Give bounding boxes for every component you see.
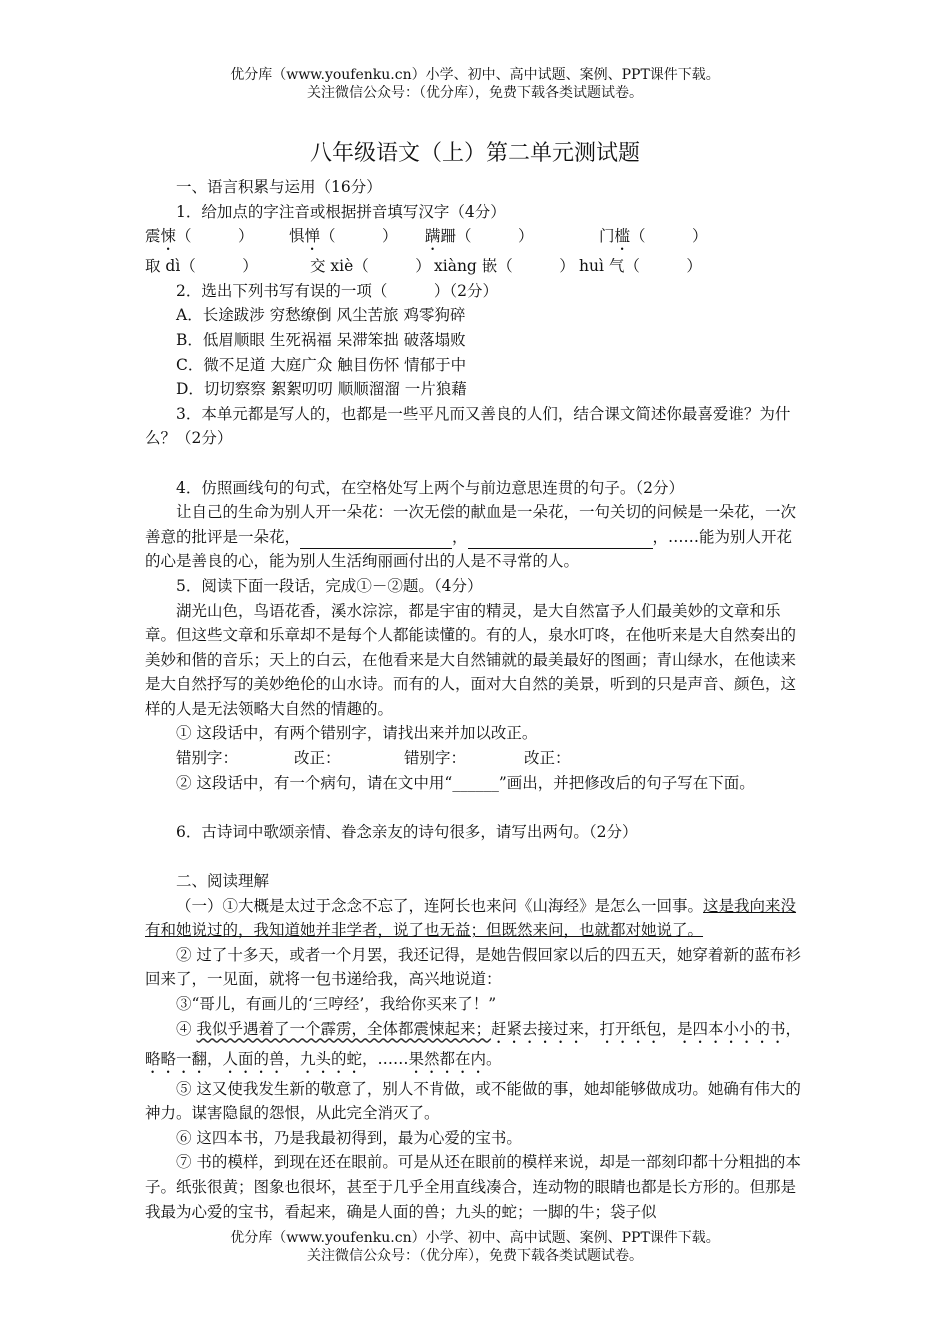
question-5: 5．阅读下面一段话，完成①－②题。（4分） (176, 576, 483, 595)
document-body (145, 175, 807, 1224)
q1-row-1 (145, 224, 807, 254)
question-5-sub-2: ② 这段话中，有一个病句，请在文中用“______”画出，并把修改后的句子写在下面。 (176, 773, 755, 792)
q1-item: xiàng 嵌（ ） (434, 257, 575, 276)
reading-para-7: ⑦ 书的模样，到现在还在眼前。可是从还在眼前的模样来说，却是一部刻印都十分粗拙的本子。纸张很黄；图象也很坏，甚至于几乎全用直线凑合，连动物的眼睛也都是长方形的。但那是我最为心爱的宝书，看起来，确是人面的兽；九头的蛇；一脚的牛；袋子似 (145, 1153, 801, 1221)
q1-item: huì 气（ ） (579, 257, 702, 276)
question-4: 4．仿照画线句的句式，在空格处写上两个与前边意思连贯的句子。（2分） (176, 478, 684, 497)
q1-item: 门槛（ ） (599, 227, 708, 246)
option-a: A．长途跋涉 穷愁缭倒 风尘苦旅 鸡零狗碎 (176, 306, 466, 325)
question-5-passage: 湖光山色，鸟语花香，溪水淙淙，都是宇宙的精灵，是大自然富予人们最美妙的文章和乐章。但这些文章和乐章却不是每个人都能读懂的。有的人，泉水叮咚，在他听来是大自然奏出的美妙和偕的音乐；天上的白云，在他看来是大自然铺就的最美最好的图画；青山绿水，在他读来是大自然抒写的美妙绝伦的山水诗。而有的人，面对大自然的美景，听到的只是声音、颜色，这样的人是无法领略大自然的情趣的。 (145, 601, 797, 718)
section-1-heading: 一、语言积累与运用（16分） (176, 178, 382, 196)
q1-item: 蹒跚（ ） (425, 227, 534, 246)
question-2: 2．选出下列书写有误的一项（ ）（2分） (176, 281, 498, 300)
correction-label: 改正： (294, 749, 341, 768)
q5-answer-row (145, 746, 807, 771)
reading-para-4: ④ 我似乎遇着了一个霹雳，全体都震悚起来；赶紧去接过来，打开纸包，是四本小小的书，略略一翻，人面的兽，九头的蛇，……果然都在内。 (145, 1019, 801, 1068)
reading-para-1: （一）①大概是太过于念念不忘了，连阿长也来问《山海经》是怎么一回事。这是我向来没有和她说过的，我知道她并非学者，说了也无益；但既然来问，也就都对她说了。 (145, 896, 797, 940)
page-header (0, 66, 950, 102)
q1-item: 取 dì（ ） (145, 257, 258, 276)
dotted-sentence: 赶紧去接过来，打开纸包，是四本小小的书，略略一翻，人面的兽，九头的蛇，……果然都在内。 (145, 1019, 801, 1068)
option-c: C．微不足道 大庭广众 触目伤怀 情郁于中 (176, 355, 467, 374)
page-footer (0, 1229, 950, 1265)
page-title: 八年级语文（上）第二单元测试题 (309, 141, 640, 166)
q1-item: 惧惮（ ） (289, 227, 398, 246)
section-2-heading: 二、阅读理解 (176, 872, 270, 891)
reading-para-3: ③“哥儿，有画儿的‘三哼经’，我给你买来了！” (176, 995, 497, 1013)
question-1: 1．给加点的字注音或根据拼音填写汉字（4分） (176, 202, 506, 221)
reading-para-6: ⑥ 这四本书，乃是我最初得到，最为心爱的宝书。 (176, 1128, 522, 1147)
footer-line-1: 优分库（www.youfenku.cn）小学、初中、高中试题、案例、PPT课件下载。 (230, 1230, 720, 1246)
answer-blank[interactable] (468, 532, 653, 549)
header-line-2: 关注微信公众号：（优分库），免费下载各类试题试卷。 (307, 85, 643, 101)
q1-item: 震悚（ ） (145, 227, 254, 246)
question-5-sub-1: ① 这段话中，有两个错别字，请找出来并加以改正。 (176, 724, 538, 743)
header-line-1: 优分库（www.youfenku.cn）小学、初中、高中试题、案例、PPT课件下载。 (230, 67, 720, 83)
answer-blank[interactable] (300, 532, 452, 549)
q1-item: 交 xiè（ ） (310, 257, 431, 276)
wrong-char-label: 错别字： (404, 749, 467, 768)
question-3: 3．本单元都是写人的，也都是一些平凡而又善良的人们，结合课文简述你最喜爱谁？为什么？（2分） (145, 404, 791, 448)
question-4-text: 让自己的生命为别人开一朵花：一次无偿的献血是一朵花，一句关切的问候是一朵花，一次善意的批评是一朵花， ， ，……能为别人开花的心是善良的心，能为别人生活绚丽画付出的人是不寻常的人。 (145, 503, 797, 571)
reading-para-5: ⑤ 这又使我发生新的敬意了，别人不肯做，或不能做的事，她却能够做成功。她确有伟大的神力。谋害隐鼠的怨恨，从此完全消灭了。 (145, 1079, 801, 1123)
correction-label: 改正： (524, 749, 571, 768)
option-b: B．低眉顺眼 生死祸福 呆滞笨拙 破落塌败 (176, 330, 466, 349)
question-6: 6．古诗词中歌颂亲情、眷念亲友的诗句很多，请写出两句。（2分） (176, 822, 638, 841)
option-d: D．切切察察 絮絮叨叨 顺顺溜溜 一片狼藉 (176, 380, 467, 399)
wrong-char-label: 错别字： (176, 749, 239, 768)
wavy-underlined-sentence: 我似乎遇着了一个霹雳，全体都震悚起来； (196, 1019, 491, 1038)
reading-para-2: ② 过了十多天，或者一个月罢，我还记得，是她告假回家以后的四五天，她穿着新的蓝布衫回来了，一见面，就将一包书递给我，高兴地说道： (145, 945, 801, 989)
underlined-sentence: 这是我向来没有和她说过的，我知道她并非学者，说了也无益；但既然来问，也就都对她说了。 (145, 896, 797, 940)
q1-row-2 (145, 254, 807, 279)
footer-line-2: 关注微信公众号：（优分库），免费下载各类试题试卷。 (307, 1248, 643, 1264)
